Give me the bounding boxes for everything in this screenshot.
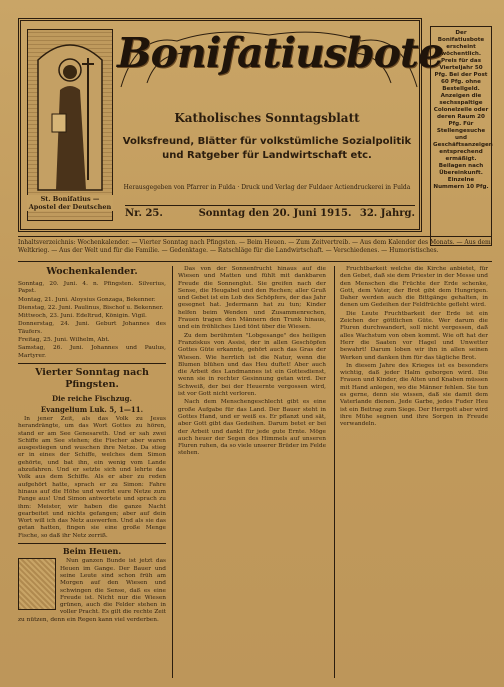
calendar-entry: Mittwoch, 23. Juni. Edeltrud, Königin. Vigil. [18, 313, 147, 320]
article-text: In diesem Jahre des Krieges ist es besonders wichtig, daß jeder Halm geborgen wird. Die Frauen und Kinder, die Alten und Knaben müssen mit Hand anlegen, wo die Männer fehlen. Sie tun es gerne, denn sie wissen, daß sie damit dem Vaterlande dienen. Jede Garbe, jedes Fuder Heu ist ein Beitrag zum Siege. Der Herrgott aber wird ihre Mühe segnen und ihre Sorgen in Freude verwandeln. [340, 362, 488, 428]
article-text: Fruchtbarkeit welche die Kirche anbietet, für den Gebet, daß sie dem Priester in der Messe und den Menschen die Früchte der Erde schenke, Gott, dem Vater, der Brot gibt dem Hungrigen. Daher werden auch die Bittgänge gehalten, in denen um Gedeihen der Feldfrüchte gefleht wird. [340, 266, 488, 309]
article-text: Nun ganzen Bunde ist jetzt das Heuen im Gange. Der Bauer und seine Leute sind schon früh am Morgen auf den Wiesen und schwingen die Sense, daß es eine Freude ist. Nicht nur die Wiesen grünen, auch die Felder stehen in voller Pracht. Es gilt die rechte Zeit zu nützen, denn ein Regen kann viel verderben. [18, 558, 166, 623]
newspaper-subtitle: Katholisches Sonntagsblatt [174, 111, 360, 125]
calendar-entry: Dienstag, 22. Juni. Paulinus, Bischof u. Bekenner. [18, 304, 164, 311]
calendar-entry: Sonntag, 20. Juni. 4. n. Pfingsten. Silverius, Papst. [18, 281, 166, 295]
issue-year: 32. Jahrg. [359, 208, 415, 219]
calendar-entry: Freitag, 25. Juni. Wilhelm, Abt. [18, 337, 110, 344]
article-text: Nach dem Menschengeschlecht gibt es eine große Aufgabe für das Land. Der Bauer steht in Gottes Hand, und er weiß es. Er pflanzt und sät, aber Gott gibt das Gedeihen. Darum betet er bei der Arbeit und dankt für jede gute Ernte. Möge auch heuer der Segen des Himmels auf unseren Fluren ruhen, da so viele unserer Brüder im Felde stehen. [178, 399, 326, 457]
column-middle [178, 266, 326, 676]
issue-info-row [125, 205, 415, 222]
issue-date: Sonntag den 20. Juni 1915. [198, 208, 352, 219]
section-divider [18, 543, 166, 544]
saint-illustration [27, 29, 113, 221]
sunday-subheading: Die reiche Fischzug. [52, 393, 132, 403]
section-divider [18, 363, 166, 364]
gospel-reference: Evangelium Luk. 5, 1—11. [40, 404, 144, 414]
calendar-heading: Wochenkalender. [46, 266, 138, 277]
newspaper-title: Bonifatiusbote [117, 29, 444, 77]
saint-caption: St. Bonifatius — Apostel der Deutschen [28, 195, 112, 211]
issue-number: Nr. 25. [125, 208, 163, 219]
publisher-line: Herausgegeben von Pfarrer in Fulda · Druck und Verlag der Fuldaer Actiendruckerei in Fulda [123, 184, 411, 191]
article-text: Die Leute Fruchtbarkeit der Erde ist ein Zeichen der göttlichen Güte. Wer darum die Fluren durchwandert, soll nicht vergessen, daß alles Wachstum von oben kommt. Wie oft hat der Herr die Saaten vor Hagel und Unwetter bewahrt! Darum loben wir ihn in allen seinen Werken und danken ihm für das tägliche Brot. [340, 310, 488, 361]
sunday-heading: Vierter Sonntag nach Pfingsten. [35, 366, 149, 390]
decorative-initial-icon [18, 558, 56, 610]
calendar-entry: Donnerstag, 24. Juni. Geburt Johannes des Täufers. [18, 321, 166, 335]
table-of-contents: Inhaltsverzeichnis: Wochenkalender. — Vierter Sonntag nach Pfingsten. — Beim Heuen. — Zum Zeitvertreib. — Aus dem Kalender des Monats. — Aus dem Weltkrieg. — Aus der Welt und für die Familie. — Gedenktage. — Ratschläge für die Landwirtschaft. — Verschiedenes. — Humoristisches. [18, 236, 492, 262]
article-text: Zu dem berühmten "Lobgesange" des heiligen Franziskus von Assisi, der in allen Geschöpfen Gottes Güte erkannte, gehört auch das Gras der Wiesen. Wie herrlich ist die Natur, wenn die Blumen blühen und das Heu duftet! Aber auch die Arbeit des Landmannes ist ein Gottesdienst, wenn sie in rechter Gesinnung getan wird. Der Schweiß, der bei der Heuernte vergossen wird, ist vor Gott nicht verloren. [178, 332, 326, 398]
column-divider [334, 266, 335, 678]
tagline-line-1: Volksfreund, Blätter für volkstümliche Sozialpolitik [122, 136, 412, 147]
calendar-entry: Samstag, 26. Juni. Johannes und Paulus, Martyrer. [18, 345, 166, 359]
tagline-line-2: und Ratgeber für Landwirtschaft etc. [162, 150, 372, 161]
column-divider [172, 266, 173, 678]
column-left [18, 266, 166, 676]
article-heading: Beim Heuen. [62, 546, 122, 557]
article-text: Das von der Sonnenfrucht hinaus auf die Wiesen und Matten und fühlt mit dankbaren Freude die Sonnenglut. Sie greifen nach der Sense, die Heugabel und den Rechen; aller Gruß und Gebet ist ein Lob des Schöpfers, der das Jahr gesegnet hat. Jedermann hat zu tun; Kinder helfen beim Wenden und Zusammenrechen, Frauen tragen den Männern den Trunk hinaus, und ein fröhliches Lied tönt über die Wiesen. [178, 266, 326, 331]
column-right [340, 266, 488, 676]
calendar-list [18, 281, 166, 360]
masthead [18, 18, 444, 232]
subscription-box: Der Bonifatiusbote erscheint wöchentlich. Preis für das Vierteljahr 50 Pfg. Bei der Post 60 Pfg. ohne Bestellgeld. Anzeigen die sechsspaltige Colonelzeile oder deren Raum 20 Pfg. Für Stellengesuche und Geschäftsanzeigen entsprechend ermäßigt. Beilagen nach Übereinkunft. Einzelne Nummern 10 Pfg. [430, 26, 492, 246]
gospel-text: In jener Zeit, als das Volk zu Jesus herandrängte, um das Wort Gottes zu hören, stand er am See Genesareth. Und er sah zwei Schiffe am See stehen; die Fischer aber waren ausgestiegen und wuschen ihre Netze. Da stieg er in eines der Schiffe, welches dem Simon gehörte, und bat ihn, ein wenig vom Lande abzufahren. Und er setzte sich und lehrte das Volk aus dem Schiffe. Als er aber zu reden aufgehört hatte, sprach er zu Simon: Fahre hinaus auf die Höhe und werfet eure Netze zum Fange aus! Und Simon antwortete und sprach zu ihm: Meister, wir haben die ganze Nacht gearbeitet und nichts gefangen; aber auf dein Wort will ich das Netz auswerfen. Und als sie das getan hatten, fingen sie eine große Menge Fische, so daß ihr Netz zerriß. [18, 415, 166, 539]
calendar-entry: Montag, 21. Juni. Aloysius Gonzaga, Bekenner. [18, 296, 156, 303]
bonifatius-figure-icon [28, 30, 112, 194]
